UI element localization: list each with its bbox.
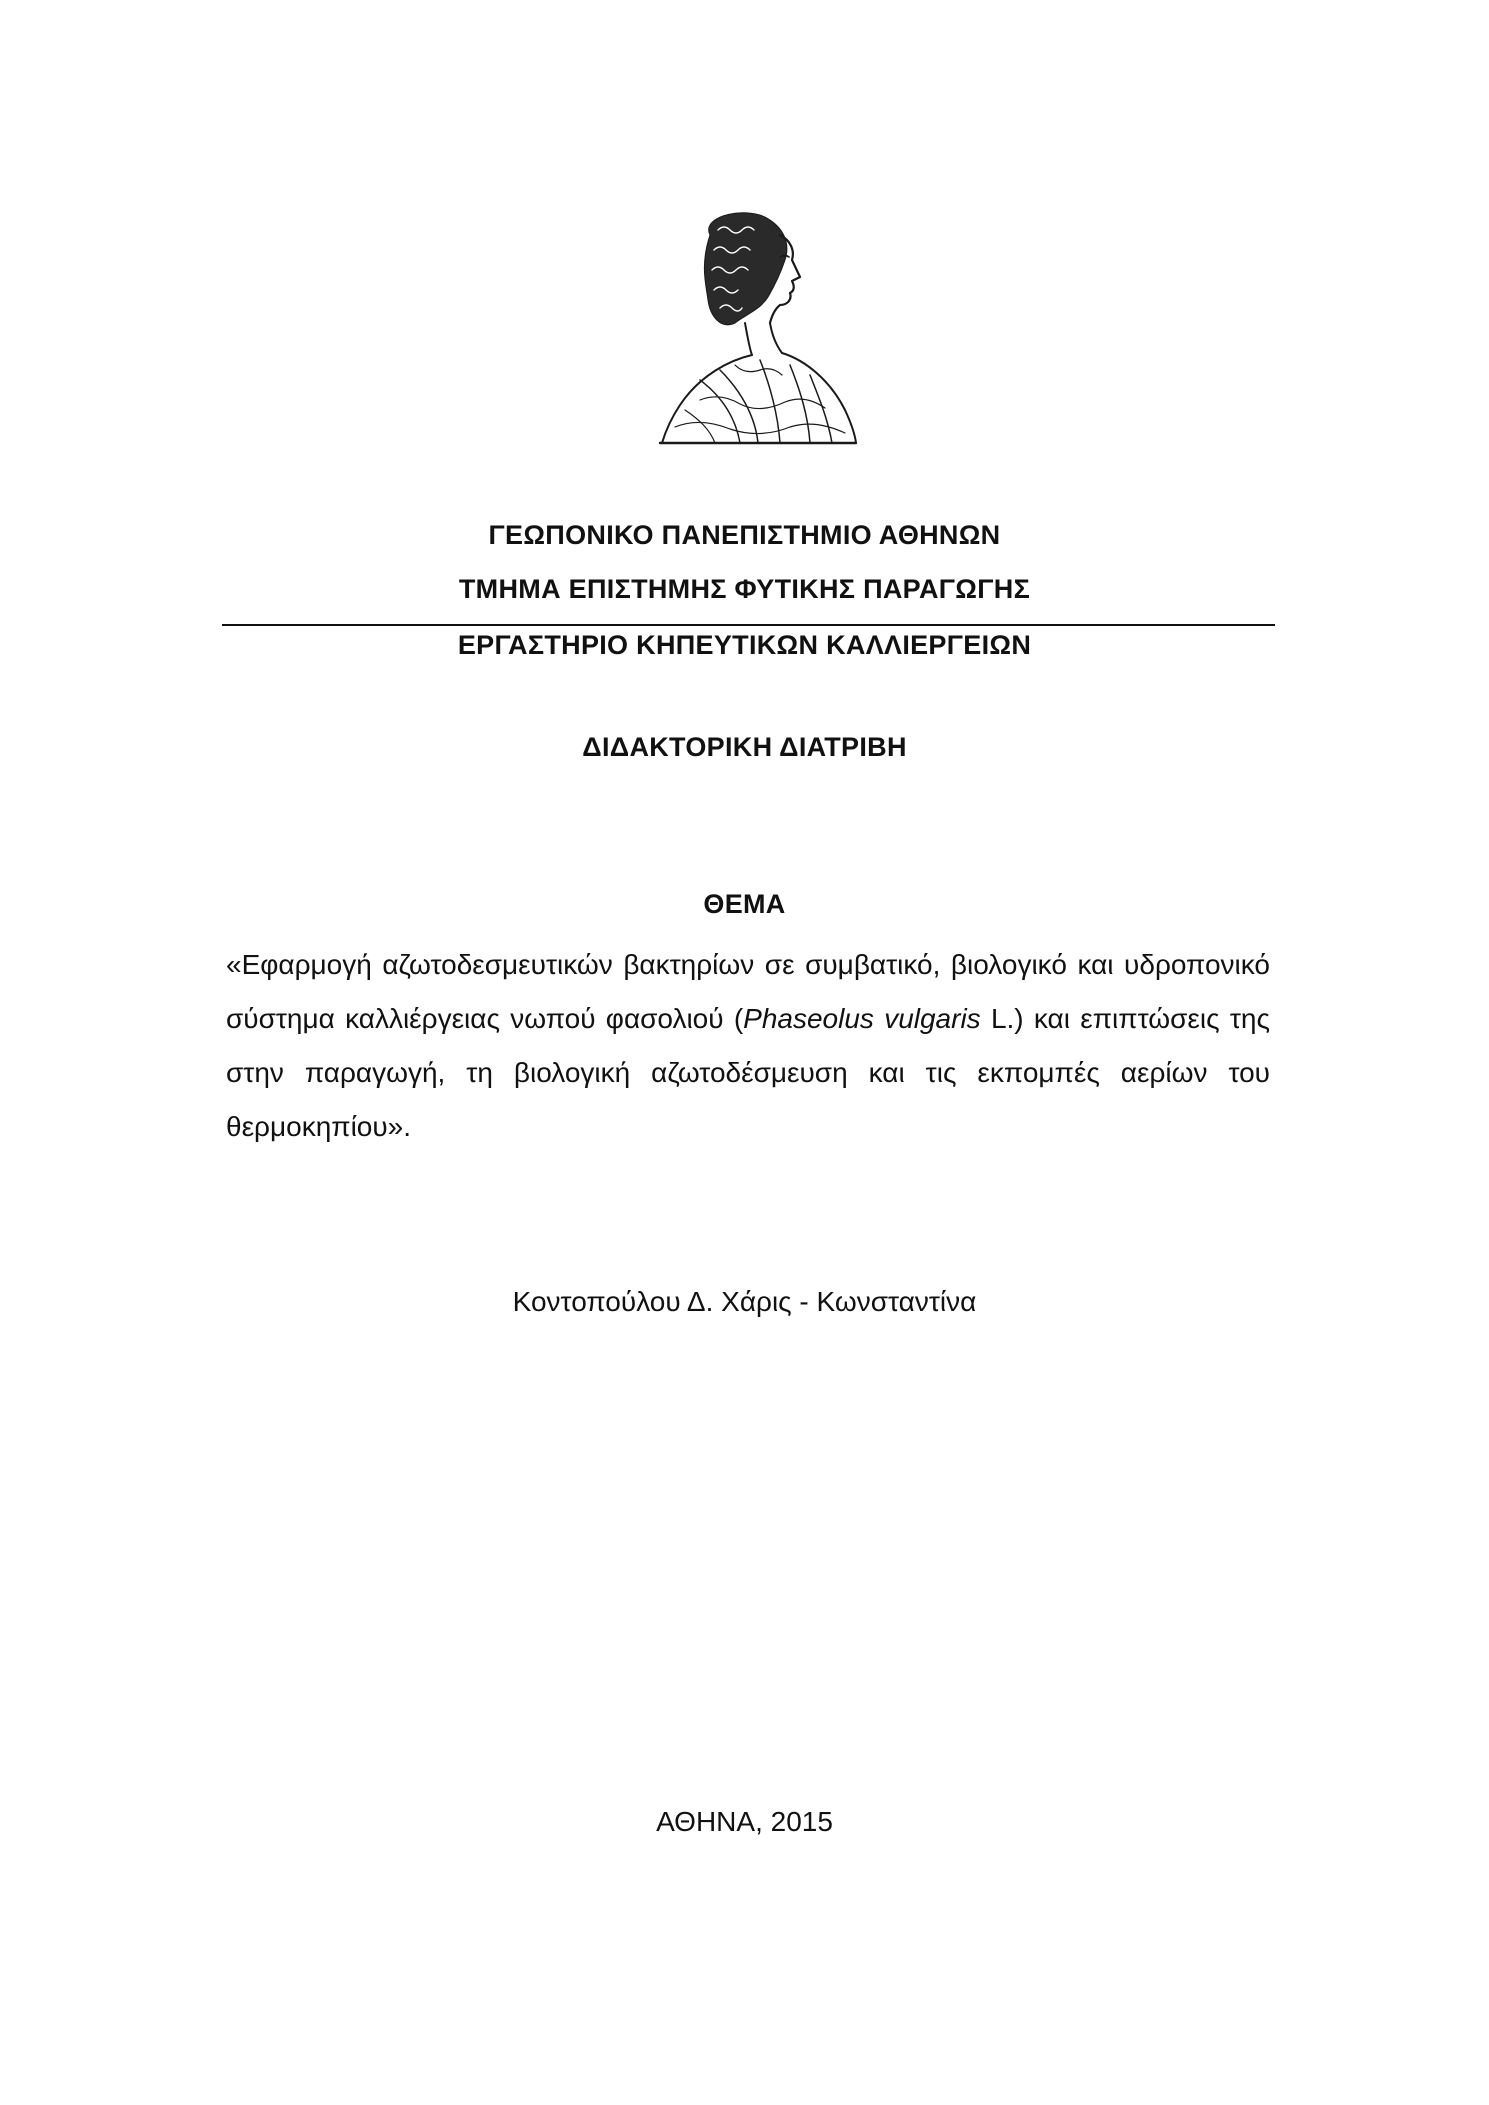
thesis-title xyxy=(226,938,1270,1154)
department-name: ΤΜΗΜΑ ΕΠΙΣΤΗΜΗΣ ΦΥΤΙΚΗΣ ΠΑΡΑΓΩΓΗΣ xyxy=(458,574,1031,604)
athena-profile-engraving-icon xyxy=(640,205,860,445)
author-name: Κοντοπούλου Δ. Χάρις - Κωνσταντίνα xyxy=(512,1286,977,1317)
document-type: ΔΙΔΑΚΤΟΡΙΚΗ ΔΙΑΤΡΙΒΗ xyxy=(582,732,907,762)
theme-label: ΘΕΜΑ xyxy=(703,889,786,919)
species-name: Phaseolus vulgaris xyxy=(743,1003,981,1034)
university-name: ΓΕΩΠΟΝΙΚΟ ΠΑΝΕΠΙΣΤΗΜΙΟ ΑΘΗΝΩΝ xyxy=(488,520,1001,550)
laboratory-name: ΕΡΓΑΣΤΗΡΙΟ ΚΗΠΕΥΤΙΚΩΝ ΚΑΛΛΙΕΡΓΕΙΩΝ xyxy=(457,630,1032,660)
thesis-title-part2: L.) και επιπτώσεις της στην παραγωγή, τη βιολογική αζωτοδέσμευση και τις εκπομπές αερίων του θερμοκηπίου». xyxy=(226,1003,1270,1142)
place-year: ΑΘΗΝΑ, 2015 xyxy=(656,1806,833,1837)
header-divider xyxy=(222,624,1275,626)
thesis-title-part1: «Εφαρμογή αζωτοδεσμευτικών βακτηρίων σε συμβατικό, βιολογικό και υδροπονικό σύστημα καλλιέργειας νωπού φασολιού ( xyxy=(226,949,1270,1034)
